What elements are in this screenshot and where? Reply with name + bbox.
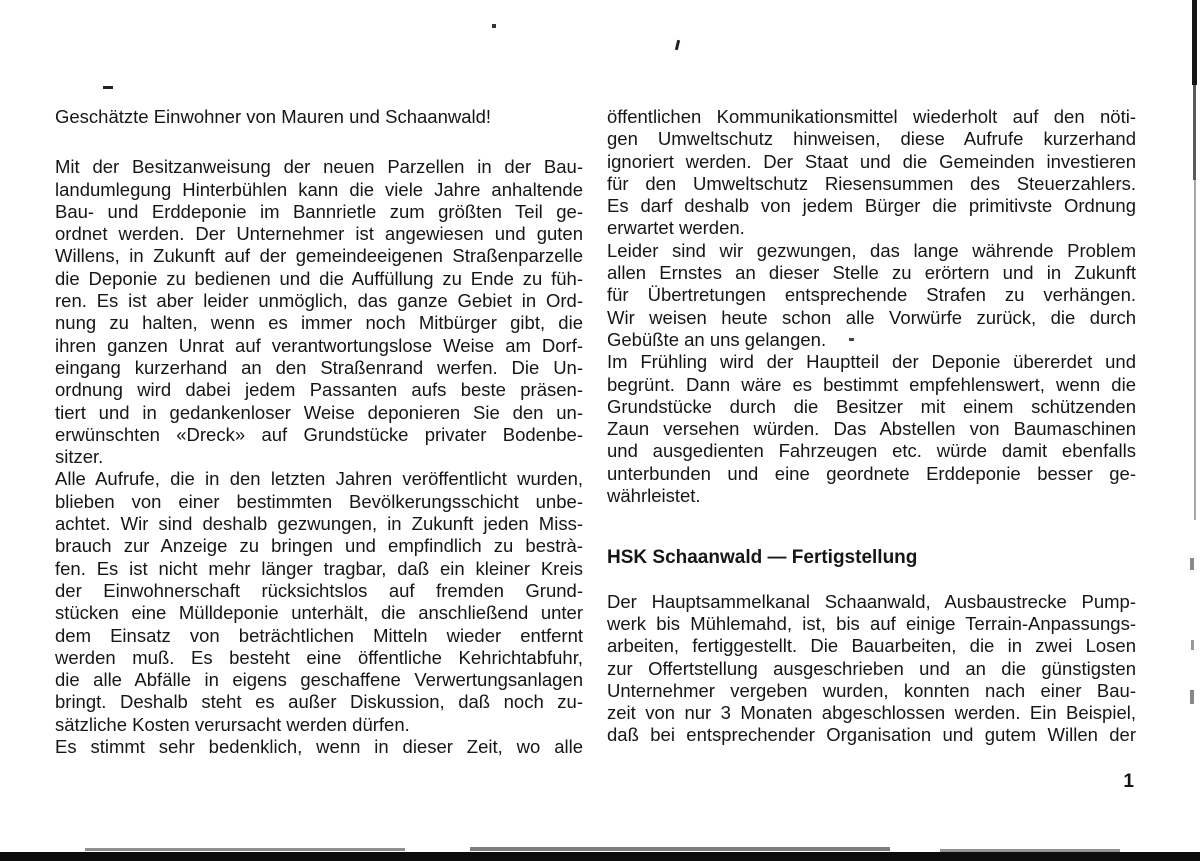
text-line: Grundstücke durch die Besitzer mit einem schützenden <box>607 395 1136 417</box>
text-line: für Übertretungen entsprechende Strafen zu verhängen. <box>607 284 1136 306</box>
text-line: achtet. Wir sind deshalb gezwungen, in Zukunft jeden Miss- <box>55 513 583 535</box>
text-line: öffentlichen Kommunikationsmittel wiederholt auf den nöti- <box>607 106 1136 127</box>
text-line: begrünt. Dann wäre es bestimmt empfehlenswert, wenn die <box>607 373 1136 395</box>
text-line: gen Umweltschutz hinweisen, diese Aufrufe kurzerhand <box>607 128 1136 150</box>
text-line: und ausgedienten Fahrzeugen etc. würde damit ebenfalls <box>607 440 1136 462</box>
text-line: ignoriert werden. Der Staat und die Gemeinden investieren <box>607 150 1136 172</box>
text-line: ihren ganzen Unrat auf verantwortungslose Weise am Dorf- <box>55 334 583 356</box>
right-column <box>607 106 1136 747</box>
scan-bottom-bar <box>0 852 1200 861</box>
text-line: Mit der Besitzanweisung der neuen Parzellen in der Bau- <box>55 156 583 178</box>
scan-edge-line <box>1194 180 1196 520</box>
page-number: 1 <box>1123 771 1134 792</box>
text-line: die Deponie zu bedienen und die Auffüllung zu Ende zu füh- <box>55 267 583 289</box>
text-line: zeit von nur 3 Monaten abgeschlossen werden. Ein Beispiel, <box>607 702 1136 724</box>
scan-speck <box>103 86 113 89</box>
text-line: Alle Aufrufe, die in den letzten Jahren veröffentlicht wurden, <box>55 468 583 490</box>
text-line: eingang kurzerhand an den Straßenrand werfen. Die Un- <box>55 356 583 378</box>
scan-edge-tick <box>1190 690 1194 704</box>
salutation-line: Geschätzte Einwohner von Mauren und Schaanwald! <box>55 106 492 127</box>
text-line: Es darf deshalb von jedem Bürger die primitivste Ordnung <box>607 195 1136 217</box>
scan-edge-tick <box>1191 640 1194 650</box>
text-line: tiert und in gedankenloser Weise deponieren Sie den un- <box>55 401 583 423</box>
text-line: daß bei entsprechender Organisation und gutem Willen der <box>607 724 1136 746</box>
text-line: landumlegung Hinterbühlen kann die viele Jahre anhaltende <box>55 178 583 200</box>
text-line: sitzer. <box>55 446 104 468</box>
text-line: Wir weisen heute schon alle Vorwürfe zurück, die durch <box>607 306 1136 328</box>
text-line: ordnung wird dabei jedem Passanten aufs beste präsen- <box>55 379 583 401</box>
text-line: brauch zur Anzeige zu bringen und empfindlich zu bestrà- <box>55 535 583 557</box>
scan-bottom-fuzz <box>85 848 405 851</box>
text-line: fen. Es ist nicht mehr länger tragbar, daß ein kleiner Kreis <box>55 557 583 579</box>
text-line: sätzliche Kosten verursacht werden dürfen. <box>55 713 410 735</box>
text-line: Zaun versehen würden. Das Abstellen von Baumaschinen <box>607 418 1136 440</box>
scan-edge-line <box>1193 85 1196 180</box>
scan-edge-line <box>1192 0 1197 85</box>
text-line: Bau- und Erddeponie im Bannrietle zum größten Teil ge- <box>55 200 583 222</box>
text-line: Es stimmt sehr bedenklich, wenn in dieser Zeit, wo alle <box>55 736 583 758</box>
left-column-text <box>55 156 583 758</box>
text-line: Im Frühling wird der Hauptteil der Deponie übererdet und <box>607 351 1136 373</box>
text-line: Der Hauptsammelkanal Schaanwald, Ausbaustrecke Pump- <box>607 590 1136 612</box>
scan-edge-tick <box>1190 558 1194 570</box>
text-line: der Einwohnerschaft rücksichtslos auf fremden Grund- <box>55 579 583 601</box>
text-line: währleistet. <box>607 485 701 507</box>
text-line: arbeiten, fertiggestellt. Die Bauarbeiten, die in zwei Losen <box>607 635 1136 657</box>
text-line: Leider sind wir gezwungen, das lange währende Problem <box>607 239 1136 261</box>
section-heading: HSK Schaanwald — Fertigstellung <box>607 547 918 569</box>
scan-bottom-fuzz <box>940 849 1120 852</box>
scan-speck <box>849 338 854 341</box>
text-line: blieben von einer bestimmten Bevölkerungsschicht unbe- <box>55 490 583 512</box>
scan-bottom-fuzz <box>470 847 890 851</box>
right-column-text-bottom <box>607 591 1136 747</box>
text-line: ordnet werden. Der Unternehmer ist angewiesen und guten <box>55 223 583 245</box>
right-column-text-top <box>607 106 1136 507</box>
text-line: allen Ernstes an dieser Stelle zu erörtern und in Zukunft <box>607 262 1136 284</box>
text-line: Willens, in Zukunft auf der gemeindeeigenen Straßenparzelle <box>55 245 583 267</box>
text-line: ren. Es ist aber leider unmöglich, das ganze Gebiet in Ord- <box>55 290 583 312</box>
text-line: werden muß. Es besteht eine öffentliche Kehrichtabfuhr, <box>55 646 583 668</box>
text-line: dem Einsatz von beträchtlichen Mitteln wieder entfernt <box>55 624 583 646</box>
text-line: Unternehmer vergeben wurden, konnten nach einer Bau- <box>607 679 1136 701</box>
text-line: bringt. Deshalb steht es außer Diskussion, daß noch zu- <box>55 691 583 713</box>
text-line: die alle Abfälle in eigens geschaffene Verwertungsanlagen <box>55 669 583 691</box>
scan-speck <box>675 40 680 50</box>
text-line: stücken eine Mülldeponie unterhält, die anschließend unter <box>55 602 583 624</box>
text-line: unterbunden und eine geordnete Erddeponie besser ge- <box>607 462 1136 484</box>
text-line: nung zu halten, wenn es immer noch Mitbürger gibt, die <box>55 312 583 334</box>
text-line: Gebüßte an uns gelangen. <box>607 328 827 350</box>
scan-speck <box>492 24 496 28</box>
text-line: werk bis Mühlemahd, ist, bis auf einige Terrain-Anpassungs- <box>607 612 1136 634</box>
text-line: für den Umweltschutz Riesensummen des Steuerzahlers. <box>607 172 1136 194</box>
left-column <box>55 106 583 758</box>
text-line: erwartet werden. <box>607 217 745 239</box>
text-line: zur Offertstellung ausgeschrieben und an die günstigsten <box>607 657 1136 679</box>
text-line: erwünschten «Dreck» auf Grundstücke privater Bodenbe- <box>55 423 583 445</box>
